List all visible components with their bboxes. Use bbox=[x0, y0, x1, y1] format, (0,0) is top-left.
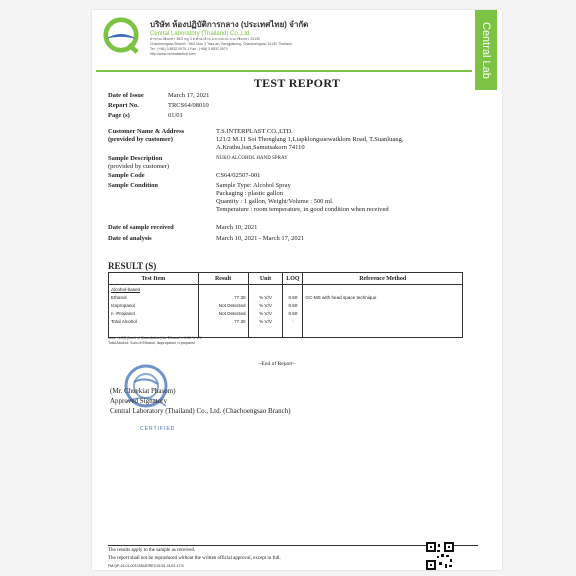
group-label: Alcohol-based bbox=[109, 285, 199, 294]
packaging-value: Packaging : plastic gallon bbox=[216, 190, 283, 197]
sample-description-value: NUKO ALCOHOL HAND SPRAY bbox=[216, 156, 288, 161]
central-lab-side-tab: Central Lab bbox=[475, 10, 497, 90]
customer-name: T.S.INTERPLAST CO.,LTD. bbox=[216, 128, 293, 135]
row-unit: % V/V bbox=[248, 309, 283, 317]
table-row bbox=[109, 301, 463, 309]
row-result: Not Detected bbox=[198, 301, 248, 309]
col-unit: Unit bbox=[248, 273, 283, 285]
report-title: TEST REPORT bbox=[253, 76, 341, 90]
footer-divider bbox=[108, 545, 478, 546]
end-of-report: ~End of Report~ bbox=[258, 361, 296, 367]
sample-condition-label: Sample Condition bbox=[108, 182, 159, 189]
website-line: http://www.centrallabthai.com bbox=[150, 52, 196, 56]
row-method bbox=[303, 309, 463, 317]
customer-provided-label: (provided by customer) bbox=[108, 136, 173, 143]
address-line-en: Chachoengsao Branch : 36/3 Moo 3 Tasa-an, Bangpakong, Chachoengsao 24130 Thailand bbox=[150, 42, 292, 46]
sample-code-label: Sample Code bbox=[108, 172, 145, 179]
company-header bbox=[150, 18, 308, 57]
company-thai-name: บริษัท ห้องปฏิบัติการกลาง (ประเทศไทย) จำกัด bbox=[150, 20, 309, 29]
col-test-item: Test Item bbox=[109, 273, 199, 285]
customer-label: Customer Name & Address bbox=[108, 128, 185, 135]
results-table bbox=[108, 272, 463, 338]
footer-line-2: The report shall not be reproduced without the written official approval, except in full. bbox=[108, 556, 281, 561]
results-heading: RESULT (S) bbox=[108, 261, 157, 271]
company-en-name: Central Laboratory (Thailand) Co.,Ltd. bbox=[150, 31, 252, 37]
row-loq: 0.50 bbox=[283, 301, 303, 309]
row-method bbox=[303, 301, 463, 309]
row-method bbox=[303, 317, 463, 325]
signatory-name: (Mr. Chuekiat Phasom) bbox=[110, 387, 176, 395]
table-row bbox=[109, 317, 463, 325]
total-alcohol-note: Total Alcohol: Sum of Ethanol, Isopropanol, n-propanol bbox=[108, 341, 195, 345]
sample-description-label: Sample Description bbox=[108, 155, 163, 162]
col-result: Result bbox=[198, 273, 248, 285]
date-analysis-value: March 10, 2021 - March 17, 2021 bbox=[216, 235, 305, 242]
table-row bbox=[109, 285, 463, 294]
row-item: Ethanol bbox=[109, 293, 199, 301]
signatory-company: Central Laboratory (Thailand) Co., Ltd. (Chachoengsao Branch) bbox=[110, 407, 291, 415]
row-result: 77.30 bbox=[198, 317, 248, 325]
address-line-thai: สาขาฉะเชิงเทรา 36/3 หมู่ 3 ต.ท่าสะอ้าน อ.บางปะกง จ.ฉะเชิงเทรา 24130 bbox=[150, 37, 261, 41]
row-item: n -Propanol bbox=[109, 309, 199, 317]
page-value: 01/01 bbox=[168, 112, 183, 119]
row-result: 77.30 bbox=[198, 293, 248, 301]
row-item: Isopropanol bbox=[109, 301, 199, 309]
row-method: GC-MS with head space technique bbox=[303, 293, 463, 301]
footer-form-code: FM-QP-23-01-003 ISSUE/REV:01/01-01/01-17/3 bbox=[108, 564, 184, 568]
table-row bbox=[109, 293, 463, 301]
footer-line-1: The results apply to the sample as received. bbox=[108, 548, 196, 553]
row-loq: - bbox=[283, 317, 303, 325]
qr-code-icon bbox=[426, 542, 454, 570]
customer-address-1: 121/2 M.11 Soi Thonglang 1,Liapklongsuewatklom Road, T.Suanluang, bbox=[216, 136, 404, 143]
signatory-role: Approved Signatory bbox=[110, 397, 167, 405]
phone-line: Tel : (+66) 3 8832 0970-1 Fax : (+66) 3 8832 0970 bbox=[150, 47, 228, 51]
sample-type: Sample Type: Alcohol Spray bbox=[216, 182, 291, 189]
date-analysis-label: Date of analysis bbox=[108, 235, 152, 242]
row-result: Not Detected bbox=[198, 309, 248, 317]
loq-note: Note : LOQ (Limit of Quantitation) for Ethanol = 1.00 % V/V bbox=[108, 336, 202, 340]
customer-address-2: A.Krathu,ban,Samutsakorn 74110 bbox=[216, 144, 305, 151]
central-lab-logo-icon bbox=[102, 16, 140, 54]
col-loq: LOQ bbox=[283, 273, 303, 285]
header-divider bbox=[96, 70, 472, 72]
date-received-value: March 10, 2021 bbox=[216, 224, 258, 231]
sample-code-value: CS64/02507-001 bbox=[216, 172, 261, 179]
temperature-value: Temperature : room temperature, in good condition when received bbox=[216, 206, 389, 213]
sample-provided-label: (provided by customer) bbox=[108, 163, 170, 170]
row-item: Total Alcohol bbox=[109, 317, 199, 325]
date-of-issue-value: March 17, 2021 bbox=[168, 92, 210, 99]
page-label: Page (s) bbox=[108, 112, 130, 119]
report-no-label: Report No. bbox=[108, 102, 139, 109]
row-unit: % V/V bbox=[248, 317, 283, 325]
col-reference-method: Reference Method bbox=[303, 273, 463, 285]
table-row bbox=[109, 309, 463, 317]
date-received-label: Date of sample received bbox=[108, 224, 174, 231]
results-header-row bbox=[109, 273, 463, 285]
quantity-value: Quantity : 1 gallon, Weight/Volume : 500 ml. bbox=[216, 198, 334, 205]
row-loq: 0.50 bbox=[283, 309, 303, 317]
certified-stamp-text: CERTIFIED bbox=[140, 426, 176, 432]
date-of-issue-label: Date of Issue bbox=[108, 92, 144, 99]
report-page bbox=[92, 10, 502, 570]
report-no-value: TRCS64/08010 bbox=[168, 102, 209, 109]
row-unit: % V/V bbox=[248, 301, 283, 309]
row-unit: % V/V bbox=[248, 293, 283, 301]
row-loq: 0.50 bbox=[283, 293, 303, 301]
